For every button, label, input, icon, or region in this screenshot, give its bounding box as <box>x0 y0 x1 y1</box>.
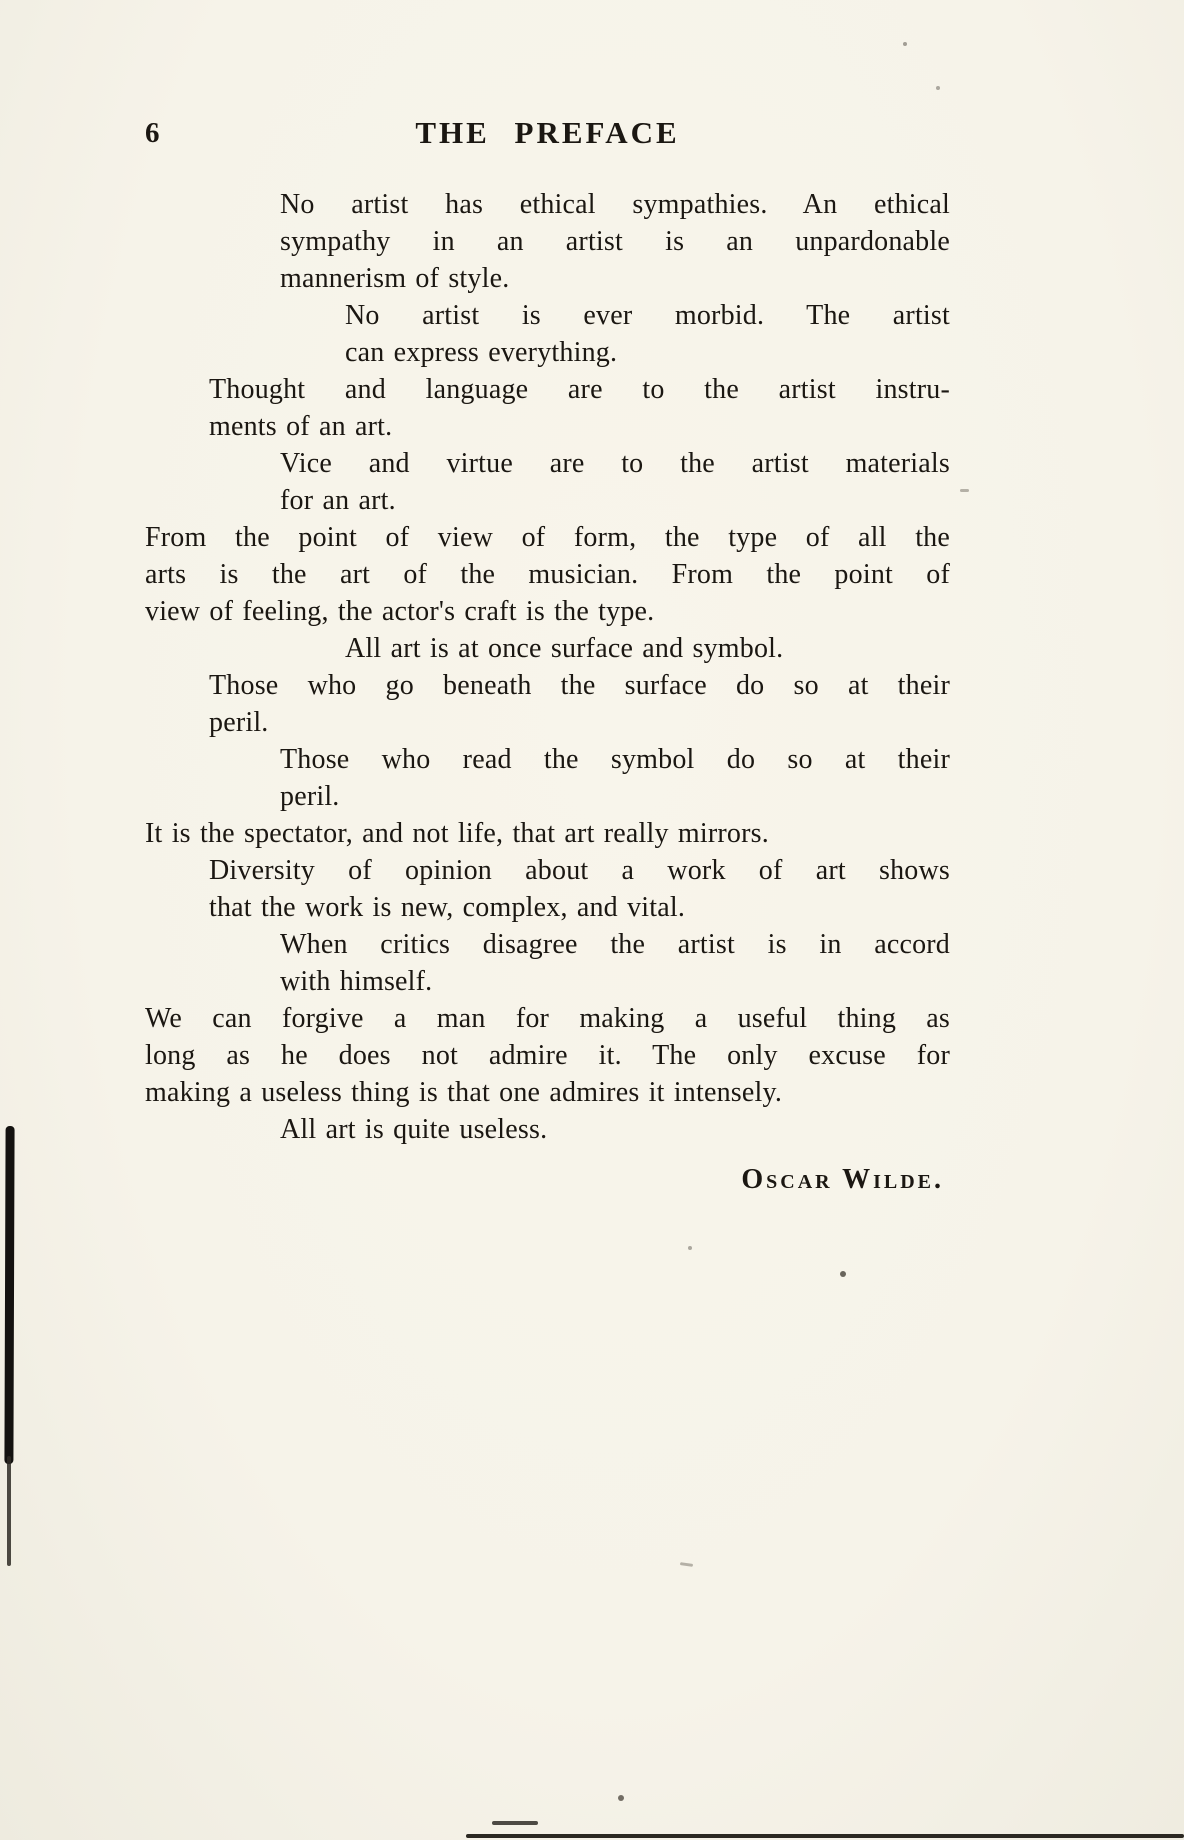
scan-artifact-speck <box>936 86 940 90</box>
text-line: making a useless thing is that one admires it intensely. <box>145 1077 783 1108</box>
paragraph <box>345 630 950 667</box>
text-line: No artist has ethical sympathies. An ethical <box>280 189 950 220</box>
text-line: can express everything. <box>345 337 618 368</box>
paragraph <box>145 815 950 852</box>
text-line: long as he does not admire it. The only excuse for <box>145 1040 950 1071</box>
text-line: All art is at once surface and symbol. <box>345 633 784 664</box>
text-line: ments of an art. <box>209 411 393 442</box>
paragraph <box>145 519 950 630</box>
scan-artifact-speck <box>688 1246 692 1250</box>
page-body <box>145 186 950 1148</box>
paragraph <box>280 445 950 519</box>
text-line: Vice and virtue are to the artist materials <box>280 448 950 479</box>
text-line: Thought and language are to the artist instru- <box>209 374 950 405</box>
text-line: Those who go beneath the surface do so at their <box>209 670 950 701</box>
text-line: arts is the art of the musician. From the point of <box>145 559 950 590</box>
paragraph <box>280 1111 950 1148</box>
text-line: Those who read the symbol do so at their <box>280 744 950 775</box>
page-number: 6 <box>145 117 160 149</box>
paragraph <box>209 852 950 926</box>
text-line: Diversity of opinion about a work of art shows <box>209 855 950 886</box>
scan-artifact-speck <box>840 1271 846 1277</box>
text-line: mannerism of style. <box>280 263 510 294</box>
scan-artifact-speck <box>618 1795 624 1801</box>
text-line: peril. <box>280 781 340 812</box>
paragraph <box>209 371 950 445</box>
paragraph <box>280 926 950 1000</box>
text-line: for an art. <box>280 485 396 516</box>
scan-artifact-speck <box>960 489 969 492</box>
scan-artifact-speck <box>680 1562 693 1567</box>
text-line: with himself. <box>280 966 433 997</box>
page-title: THE PREFACE <box>415 115 680 150</box>
text-line: peril. <box>209 707 269 738</box>
text-line: No artist is ever morbid. The artist <box>345 300 950 331</box>
paragraph <box>280 186 950 297</box>
paragraph <box>145 1000 950 1111</box>
scan-artifact-speck <box>903 42 907 46</box>
text-line: It is the spectator, and not life, that art really mirrors. <box>145 818 769 849</box>
paragraph <box>345 297 950 371</box>
scan-artifact-mark <box>492 1821 538 1825</box>
text-line: that the work is new, complex, and vital. <box>209 892 686 923</box>
text-line: When critics disagree the artist is in accord <box>280 929 950 960</box>
author-signature: Oscar Wilde. <box>741 1164 944 1195</box>
page-header <box>145 112 950 154</box>
text-line: From the point of view of form, the type of all the <box>145 522 950 553</box>
text-line: sympathy in an artist is an unpardonable <box>280 226 950 257</box>
paragraph <box>280 741 950 815</box>
text-line: view of feeling, the actor's craft is the type. <box>145 596 655 627</box>
text-line: We can forgive a man for making a useful thing as <box>145 1003 950 1034</box>
scan-artifact-vertical-line-thin <box>7 1456 11 1566</box>
paragraph <box>209 667 950 741</box>
text-line: All art is quite useless. <box>280 1114 548 1145</box>
scan-artifact-vertical-line <box>4 1126 14 1464</box>
scan-artifact-bottom-edge <box>466 1834 1184 1838</box>
text-block <box>145 112 950 1198</box>
